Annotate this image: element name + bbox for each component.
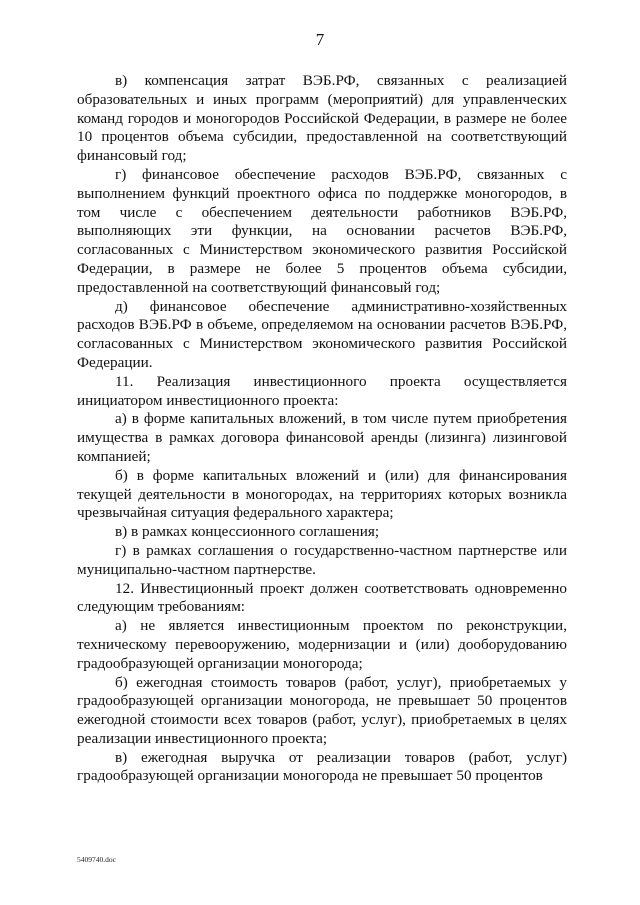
paragraph-3g: г) финансовое обеспечение расходов ВЭБ.РФ, связанных с выполнением функций проектного офиса по поддержке моногородов, в том числе с обеспечением деятельности работников ВЭБ.РФ, выполняющих эти функции, на основании расчетов ВЭБ.РФ, согласованных с Министерством экономического развития Российской Федерации, в размере не более 5 процентов объема субсидии, предоставленной на соответствующий финансовый год; [77, 165, 567, 296]
paragraph-3d: д) финансовое обеспечение административно-хозяйственных расходов ВЭБ.РФ в объеме, определяемом на основании расчетов ВЭБ.РФ, согласованных с Министерством экономического развития Российской Федерации. [77, 297, 567, 371]
paragraph-11a: а) в форме капитальных вложений, в том числе путем приобретения имущества в рамках договора финансовой аренды (лизинга) лизинговой компанией; [77, 410, 567, 465]
paragraph-12a: а) не является инвестиционным проектом по реконструкции, техническому перевооружению, модернизации и (или) дооборудованию градообразующей организации моногорода; [77, 617, 567, 672]
paragraph-11g: г) в рамках соглашения о государственно-частном партнерстве или муниципально-частном партнерстве. [77, 541, 567, 578]
page-number: 7 [315, 30, 325, 49]
paragraph-12: 12. Инвестиционный проект должен соответствовать одновременно следующим требованиям: [77, 579, 567, 616]
paragraph-12v: в) ежегодная выручка от реализации товаров (работ, услуг) градообразующей организации моногорода не превышает 50 процентов [77, 748, 567, 785]
paragraph-3v: в) компенсация затрат ВЭБ.РФ, связанных с реализацией образовательных и иных программ (мероприятий) для управленческих команд городов и моногородов Российской Федерации, в размере не более 10 процентов объема субсидии, предоставленной на соответствующий финансовый год; [77, 72, 567, 165]
paragraph-11b: б) в форме капитальных вложений и (или) для финансирования текущей деятельности в моногородах, на территориях которых возникла чрезвычайная ситуация федерального характера; [77, 466, 567, 522]
paragraph-11v: в) в рамках концессионного соглашения; [115, 523, 380, 541]
paragraph-12b: б) ежегодная стоимость товаров (работ, услуг), приобретаемых у градообразующей организации моногорода, не превышает 50 процентов ежегодной стоимости всех товаров (работ, услуг), приобретаемых в целях реализации инвестиционного проекта; [77, 673, 567, 747]
document-body [77, 72, 567, 786]
paragraph-11: 11. Реализация инвестиционного проекта осуществляется инициатором инвестиционного проекта: [77, 372, 567, 409]
footer-filename: 5409740.doc [77, 855, 116, 864]
